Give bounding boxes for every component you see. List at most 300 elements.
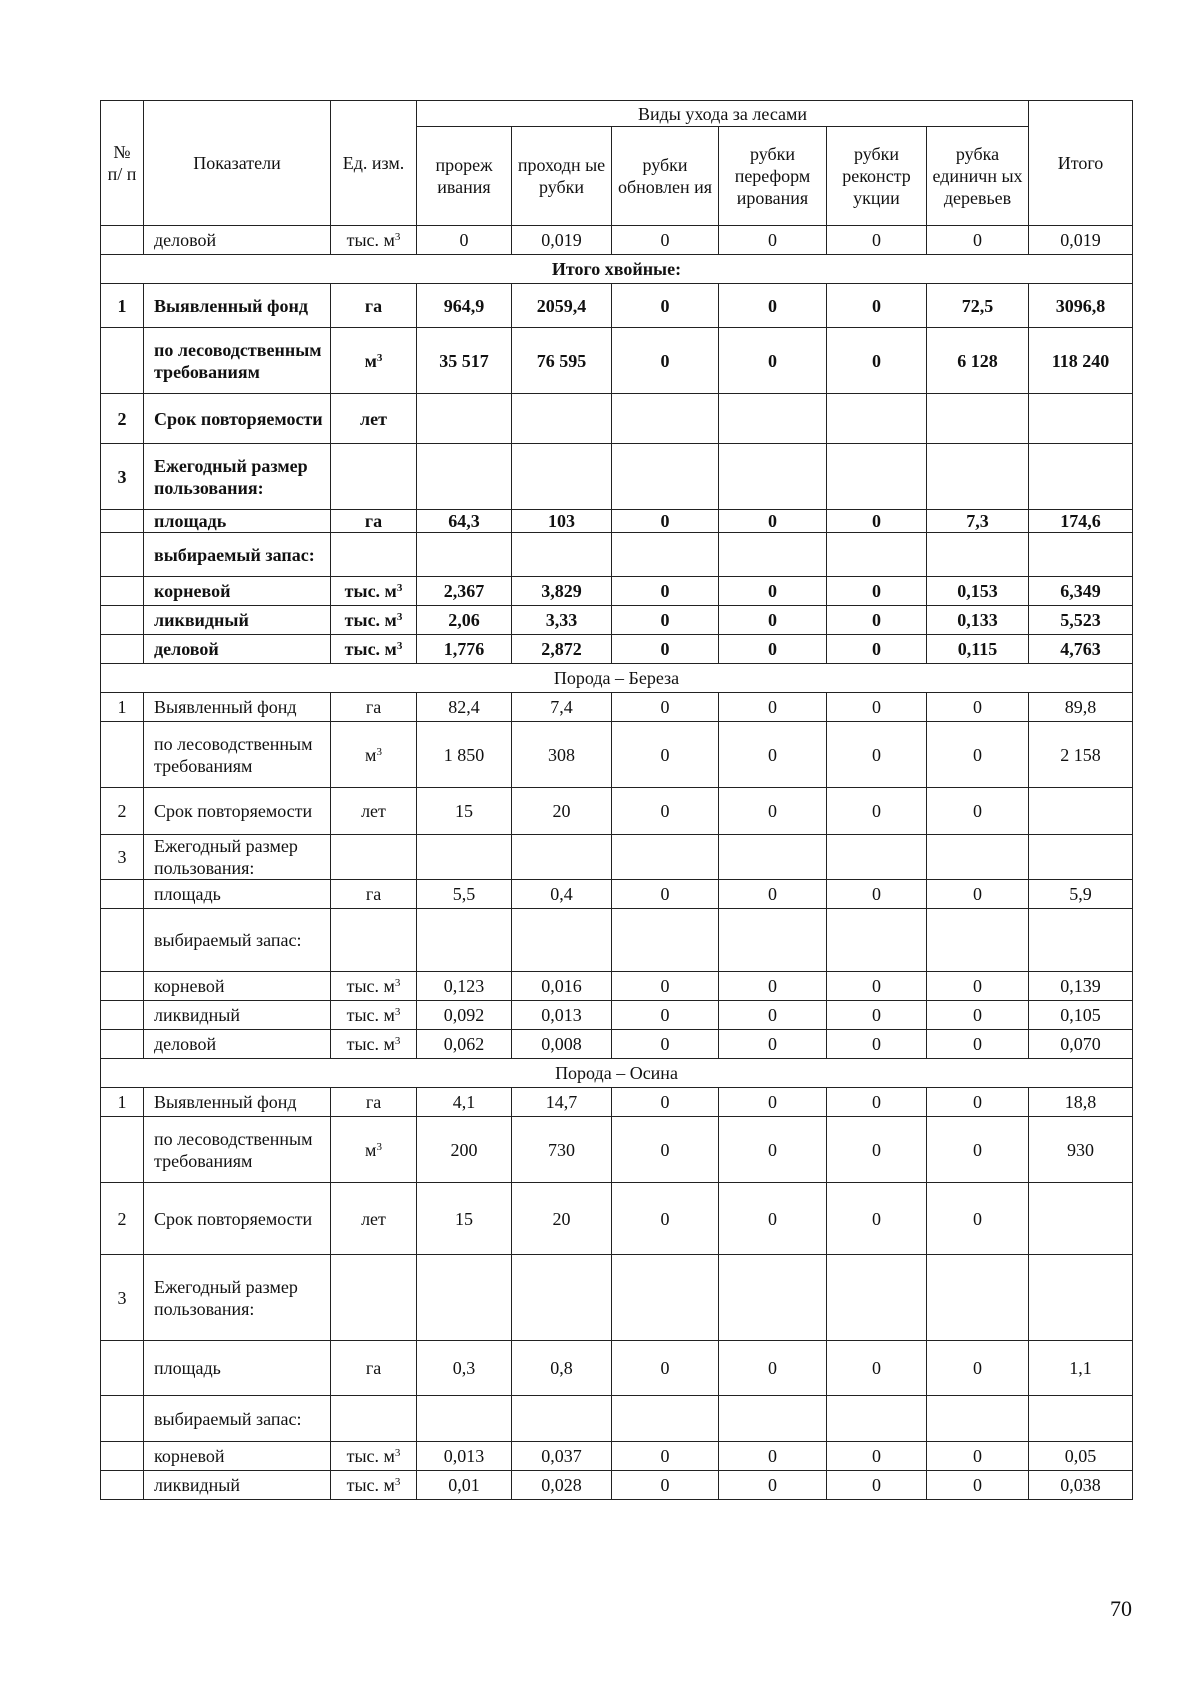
value-cell: 0 (927, 226, 1029, 255)
value-cell: 0,019 (512, 226, 612, 255)
row-number-cell: 1 (101, 284, 144, 328)
value-cell: 0 (827, 1341, 927, 1396)
indicator-cell: деловой (144, 635, 331, 664)
value-cell (827, 1396, 927, 1442)
value-cell (417, 835, 512, 880)
unit-superscript: 3 (376, 1140, 382, 1153)
unit-superscript: 3 (394, 1035, 401, 1047)
row-number-cell (101, 880, 144, 909)
unit-cell (331, 533, 417, 577)
value-cell (927, 394, 1029, 444)
row-number-cell (101, 1471, 144, 1500)
total-cell: 0,019 (1029, 226, 1133, 255)
indicator-cell: по лесоводственным требованиям (144, 1117, 331, 1183)
value-cell (417, 1255, 512, 1341)
value-cell: 0 (719, 722, 827, 788)
section-row (101, 255, 1133, 284)
unit-text: лет (361, 1208, 386, 1229)
value-cell: 0 (827, 972, 927, 1001)
unit-text: га (365, 884, 382, 904)
total-cell: 0,139 (1029, 972, 1133, 1001)
unit-text: тыс. м (344, 639, 397, 659)
indicator-cell: ликвидный (144, 606, 331, 635)
value-cell: 0 (719, 788, 827, 835)
value-cell (612, 1396, 719, 1442)
table-row (101, 1442, 1133, 1471)
section-title: Порода – Осина (101, 1059, 1133, 1088)
total-cell: 1,1 (1029, 1341, 1133, 1396)
table-row (101, 1001, 1133, 1030)
table-row (101, 226, 1133, 255)
value-cell: 3,829 (512, 577, 612, 606)
table-row (101, 510, 1133, 533)
value-cell: 0 (827, 722, 927, 788)
value-cell: 0 (612, 1030, 719, 1059)
value-cell (827, 909, 927, 972)
unit-cell (331, 909, 417, 972)
value-cell: 2,367 (417, 577, 512, 606)
header-col-passing-cut: проходн ые рубки (512, 127, 612, 226)
value-cell: 0,115 (927, 635, 1029, 664)
total-cell: 4,763 (1029, 635, 1133, 664)
row-number-cell (101, 1396, 144, 1442)
value-cell: 0 (612, 510, 719, 533)
unit-text: тыс. м (346, 976, 395, 996)
value-cell (827, 533, 927, 577)
header-group: Виды ухода за лесами (417, 101, 1029, 127)
value-cell (612, 533, 719, 577)
header-unit: Ед. изм. (331, 101, 417, 226)
total-cell (1029, 788, 1133, 835)
total-cell (1029, 533, 1133, 577)
value-cell (927, 835, 1029, 880)
row-number-cell (101, 909, 144, 972)
value-cell: 0 (719, 1442, 827, 1471)
page-number: 70 (1110, 1596, 1132, 1621)
table-row (101, 284, 1133, 328)
indicator-cell: площадь (144, 880, 331, 909)
value-cell: 0 (719, 1117, 827, 1183)
value-cell: 15 (417, 1183, 512, 1255)
value-cell: 0 (719, 1001, 827, 1030)
value-cell: 7,4 (512, 693, 612, 722)
unit-cell (331, 1471, 417, 1500)
value-cell: 0 (927, 880, 1029, 909)
value-cell (612, 444, 719, 510)
value-cell: 0 (719, 328, 827, 394)
table-row (101, 1183, 1133, 1255)
unit-cell (331, 1341, 417, 1396)
value-cell: 0 (927, 1442, 1029, 1471)
value-cell (719, 835, 827, 880)
unit-text: м (365, 744, 377, 765)
unit-cell (331, 1001, 417, 1030)
value-cell: 0 (612, 1471, 719, 1500)
value-cell (719, 909, 827, 972)
table-row (101, 1341, 1133, 1396)
header-col-thinning: прореж ивания (417, 127, 512, 226)
value-cell: 0 (612, 693, 719, 722)
value-cell: 0 (827, 1001, 927, 1030)
row-number-cell (101, 722, 144, 788)
value-cell: 0,153 (927, 577, 1029, 606)
unit-cell (331, 693, 417, 722)
value-cell: 1 850 (417, 722, 512, 788)
table-row (101, 533, 1133, 577)
row-number-cell (101, 1341, 144, 1396)
total-cell: 0,105 (1029, 1001, 1133, 1030)
table-row (101, 444, 1133, 510)
indicator-cell: по лесоводственным требованиям (144, 722, 331, 788)
total-cell (1029, 444, 1133, 510)
row-number-cell (101, 1030, 144, 1059)
row-number-cell (101, 1117, 144, 1183)
value-cell: 0 (719, 1030, 827, 1059)
value-cell: 0 (827, 1471, 927, 1500)
unit-text: га (364, 295, 383, 316)
value-cell: 0 (927, 972, 1029, 1001)
table-row (101, 394, 1133, 444)
total-cell (1029, 835, 1133, 880)
unit-cell (331, 284, 417, 328)
value-cell: 3,33 (512, 606, 612, 635)
unit-text: лет (361, 801, 386, 821)
value-cell: 0 (827, 510, 927, 533)
indicator-cell: Выявленный фонд (144, 1088, 331, 1117)
total-cell: 18,8 (1029, 1088, 1133, 1117)
value-cell: 0 (719, 577, 827, 606)
value-cell (927, 909, 1029, 972)
section-title: Итого хвойные: (101, 255, 1133, 284)
indicator-cell: корневой (144, 577, 331, 606)
unit-text: тыс. м (344, 610, 397, 630)
unit-cell (331, 1088, 417, 1117)
row-number-cell: 1 (101, 1088, 144, 1117)
value-cell (719, 1396, 827, 1442)
indicator-cell: Срок повторяемости (144, 1183, 331, 1255)
value-cell (927, 1255, 1029, 1341)
unit-superscript: 3 (376, 745, 382, 758)
value-cell: 200 (417, 1117, 512, 1183)
value-cell: 0 (612, 1088, 719, 1117)
value-cell: 0 (719, 1183, 827, 1255)
header-col-reconstruction-cut: рубки реконстр укции (827, 127, 927, 226)
value-cell: 0 (612, 606, 719, 635)
value-cell: 0 (827, 1088, 927, 1117)
row-number-cell: 2 (101, 394, 144, 444)
unit-text: тыс. м (346, 230, 395, 250)
unit-superscript: 3 (394, 231, 401, 243)
value-cell: 0 (927, 1088, 1029, 1117)
value-cell: 0 (927, 1341, 1029, 1396)
unit-cell (331, 1030, 417, 1059)
unit-cell (331, 635, 417, 664)
value-cell: 1,776 (417, 635, 512, 664)
unit-cell (331, 444, 417, 510)
value-cell (719, 444, 827, 510)
unit-text: тыс. м (346, 1005, 395, 1025)
value-cell: 0,092 (417, 1001, 512, 1030)
value-cell: 0,013 (512, 1001, 612, 1030)
unit-text: лет (360, 408, 387, 429)
value-cell (512, 533, 612, 577)
value-cell: 0 (719, 510, 827, 533)
table-row (101, 1255, 1133, 1341)
value-cell: 20 (512, 788, 612, 835)
row-number-cell (101, 226, 144, 255)
indicator-cell: выбираемый запас: (144, 909, 331, 972)
section-title: Порода – Береза (101, 664, 1133, 693)
unit-cell (331, 510, 417, 533)
value-cell (612, 394, 719, 444)
unit-text: тыс. м (346, 1475, 395, 1495)
value-cell: 0 (612, 972, 719, 1001)
table-row (101, 1088, 1133, 1117)
unit-cell (331, 1442, 417, 1471)
value-cell: 4,1 (417, 1088, 512, 1117)
value-cell (612, 909, 719, 972)
row-number-cell (101, 328, 144, 394)
value-cell: 35 517 (417, 328, 512, 394)
section-row (101, 664, 1133, 693)
value-cell: 0 (612, 1341, 719, 1396)
indicator-cell: Срок повторяемости (144, 394, 331, 444)
value-cell: 0,4 (512, 880, 612, 909)
value-cell: 14,7 (512, 1088, 612, 1117)
unit-text: м (365, 1139, 377, 1160)
total-cell: 6,349 (1029, 577, 1133, 606)
value-cell: 0 (612, 1117, 719, 1183)
table-row (101, 693, 1133, 722)
indicator-cell: Выявленный фонд (144, 693, 331, 722)
row-number-cell (101, 606, 144, 635)
value-cell: 0 (612, 1183, 719, 1255)
value-cell: 0 (719, 880, 827, 909)
indicator-cell: выбираемый запас: (144, 1396, 331, 1442)
table-row (101, 577, 1133, 606)
header-total: Итого (1029, 101, 1133, 226)
value-cell: 103 (512, 510, 612, 533)
indicator-cell: площадь (144, 510, 331, 533)
value-cell: 0,008 (512, 1030, 612, 1059)
value-cell (417, 444, 512, 510)
table-row (101, 722, 1133, 788)
value-cell: 0 (612, 1001, 719, 1030)
header-col-renewal-cut: рубки обновлен ия (612, 127, 719, 226)
unit-superscript: 3 (394, 1006, 401, 1018)
table-row (101, 788, 1133, 835)
indicator-cell: Ежегодный размер пользования: (144, 835, 331, 880)
row-number-cell: 3 (101, 444, 144, 510)
table-body (101, 226, 1133, 1500)
value-cell (827, 444, 927, 510)
value-cell: 0 (827, 284, 927, 328)
value-cell (827, 835, 927, 880)
value-cell: 5,5 (417, 880, 512, 909)
row-number-cell (101, 1442, 144, 1471)
total-cell: 0,038 (1029, 1471, 1133, 1500)
value-cell: 2,872 (512, 635, 612, 664)
value-cell (927, 444, 1029, 510)
value-cell (719, 533, 827, 577)
row-number-cell (101, 510, 144, 533)
indicator-cell: Ежегодный размер пользования: (144, 1255, 331, 1341)
indicator-cell: ликвидный (144, 1001, 331, 1030)
value-cell: 0 (719, 226, 827, 255)
value-cell (719, 394, 827, 444)
total-cell (1029, 394, 1133, 444)
value-cell (512, 1396, 612, 1442)
indicator-cell: выбираемый запас: (144, 533, 331, 577)
total-cell: 118 240 (1029, 328, 1133, 394)
value-cell: 7,3 (927, 510, 1029, 533)
row-number-cell: 3 (101, 1255, 144, 1341)
header-indicator: Показатели (144, 101, 331, 226)
unit-text: тыс. м (346, 1034, 395, 1054)
value-cell (512, 394, 612, 444)
indicator-cell: по лесоводственным требованиям (144, 328, 331, 394)
value-cell: 0 (612, 788, 719, 835)
table-row (101, 635, 1133, 664)
total-cell: 3096,8 (1029, 284, 1133, 328)
value-cell: 308 (512, 722, 612, 788)
value-cell: 0,028 (512, 1471, 612, 1500)
value-cell: 730 (512, 1117, 612, 1183)
value-cell: 0 (612, 722, 719, 788)
value-cell: 0 (827, 577, 927, 606)
value-cell: 0 (719, 1341, 827, 1396)
value-cell (417, 533, 512, 577)
value-cell: 72,5 (927, 284, 1029, 328)
value-cell: 15 (417, 788, 512, 835)
value-cell: 964,9 (417, 284, 512, 328)
total-cell (1029, 909, 1133, 972)
value-cell: 0 (927, 1001, 1029, 1030)
total-cell: 5,523 (1029, 606, 1133, 635)
value-cell: 64,3 (417, 510, 512, 533)
value-cell (827, 1255, 927, 1341)
total-cell (1029, 1396, 1133, 1442)
unit-superscript: 3 (396, 640, 403, 652)
unit-superscript: 3 (396, 582, 403, 594)
section-row (101, 1059, 1133, 1088)
unit-text: га (364, 511, 383, 531)
value-cell: 0 (719, 1088, 827, 1117)
unit-superscript: 3 (394, 977, 401, 989)
value-cell (417, 394, 512, 444)
value-cell (612, 835, 719, 880)
unit-cell (331, 788, 417, 835)
unit-text: га (365, 1092, 382, 1112)
total-cell (1029, 1255, 1133, 1341)
value-cell: 0 (827, 693, 927, 722)
unit-cell (331, 606, 417, 635)
total-cell: 0,070 (1029, 1030, 1133, 1059)
value-cell: 0 (827, 606, 927, 635)
value-cell (512, 909, 612, 972)
value-cell: 0 (927, 1183, 1029, 1255)
value-cell: 0,123 (417, 972, 512, 1001)
value-cell: 0 (719, 635, 827, 664)
unit-cell (331, 722, 417, 788)
total-cell (1029, 1183, 1133, 1255)
header-col-reformation-cut: рубки переформ ирования (719, 127, 827, 226)
unit-superscript: 3 (394, 1476, 401, 1488)
value-cell: 0 (612, 577, 719, 606)
value-cell: 0 (927, 788, 1029, 835)
unit-superscript: 3 (376, 351, 383, 364)
indicator-cell: Выявленный фонд (144, 284, 331, 328)
table-row (101, 1117, 1133, 1183)
value-cell (512, 444, 612, 510)
indicator-cell: корневой (144, 972, 331, 1001)
value-cell: 0 (827, 328, 927, 394)
table-row (101, 1030, 1133, 1059)
value-cell: 0 (612, 226, 719, 255)
value-cell: 0,013 (417, 1442, 512, 1471)
table-row (101, 1471, 1133, 1500)
unit-cell (331, 328, 417, 394)
value-cell: 0,037 (512, 1442, 612, 1471)
value-cell: 0 (827, 1442, 927, 1471)
unit-cell (331, 394, 417, 444)
header-col-single-tree-cut: рубка единичн ых деревьев (927, 127, 1029, 226)
unit-text: га (365, 1358, 382, 1378)
total-cell: 930 (1029, 1117, 1133, 1183)
table-row (101, 972, 1133, 1001)
value-cell: 0,062 (417, 1030, 512, 1059)
forest-care-table (100, 100, 1133, 1500)
value-cell (612, 1255, 719, 1341)
unit-text: тыс. м (346, 1446, 395, 1466)
header-num: № п/ п (101, 101, 144, 226)
value-cell: 76 595 (512, 328, 612, 394)
value-cell: 0,8 (512, 1341, 612, 1396)
value-cell: 82,4 (417, 693, 512, 722)
row-number-cell (101, 577, 144, 606)
row-number-cell: 2 (101, 788, 144, 835)
value-cell: 2059,4 (512, 284, 612, 328)
value-cell: 0 (927, 693, 1029, 722)
value-cell: 2,06 (417, 606, 512, 635)
value-cell: 0 (827, 1030, 927, 1059)
indicator-cell: деловой (144, 226, 331, 255)
unit-text: м (364, 350, 377, 371)
total-cell: 89,8 (1029, 693, 1133, 722)
table-row (101, 909, 1133, 972)
total-cell: 174,6 (1029, 510, 1133, 533)
row-number-cell (101, 635, 144, 664)
value-cell: 0 (612, 880, 719, 909)
value-cell (827, 394, 927, 444)
indicator-cell: Срок повторяемости (144, 788, 331, 835)
value-cell (417, 1396, 512, 1442)
table-row (101, 835, 1133, 880)
unit-text: тыс. м (344, 581, 397, 601)
value-cell: 0 (827, 1117, 927, 1183)
unit-cell (331, 1255, 417, 1341)
row-number-cell: 2 (101, 1183, 144, 1255)
value-cell: 0 (612, 284, 719, 328)
value-cell: 0 (827, 226, 927, 255)
value-cell: 0 (927, 1471, 1029, 1500)
value-cell (927, 533, 1029, 577)
table-row (101, 328, 1133, 394)
value-cell (719, 1255, 827, 1341)
value-cell: 0 (719, 972, 827, 1001)
total-cell: 0,05 (1029, 1442, 1133, 1471)
value-cell: 20 (512, 1183, 612, 1255)
